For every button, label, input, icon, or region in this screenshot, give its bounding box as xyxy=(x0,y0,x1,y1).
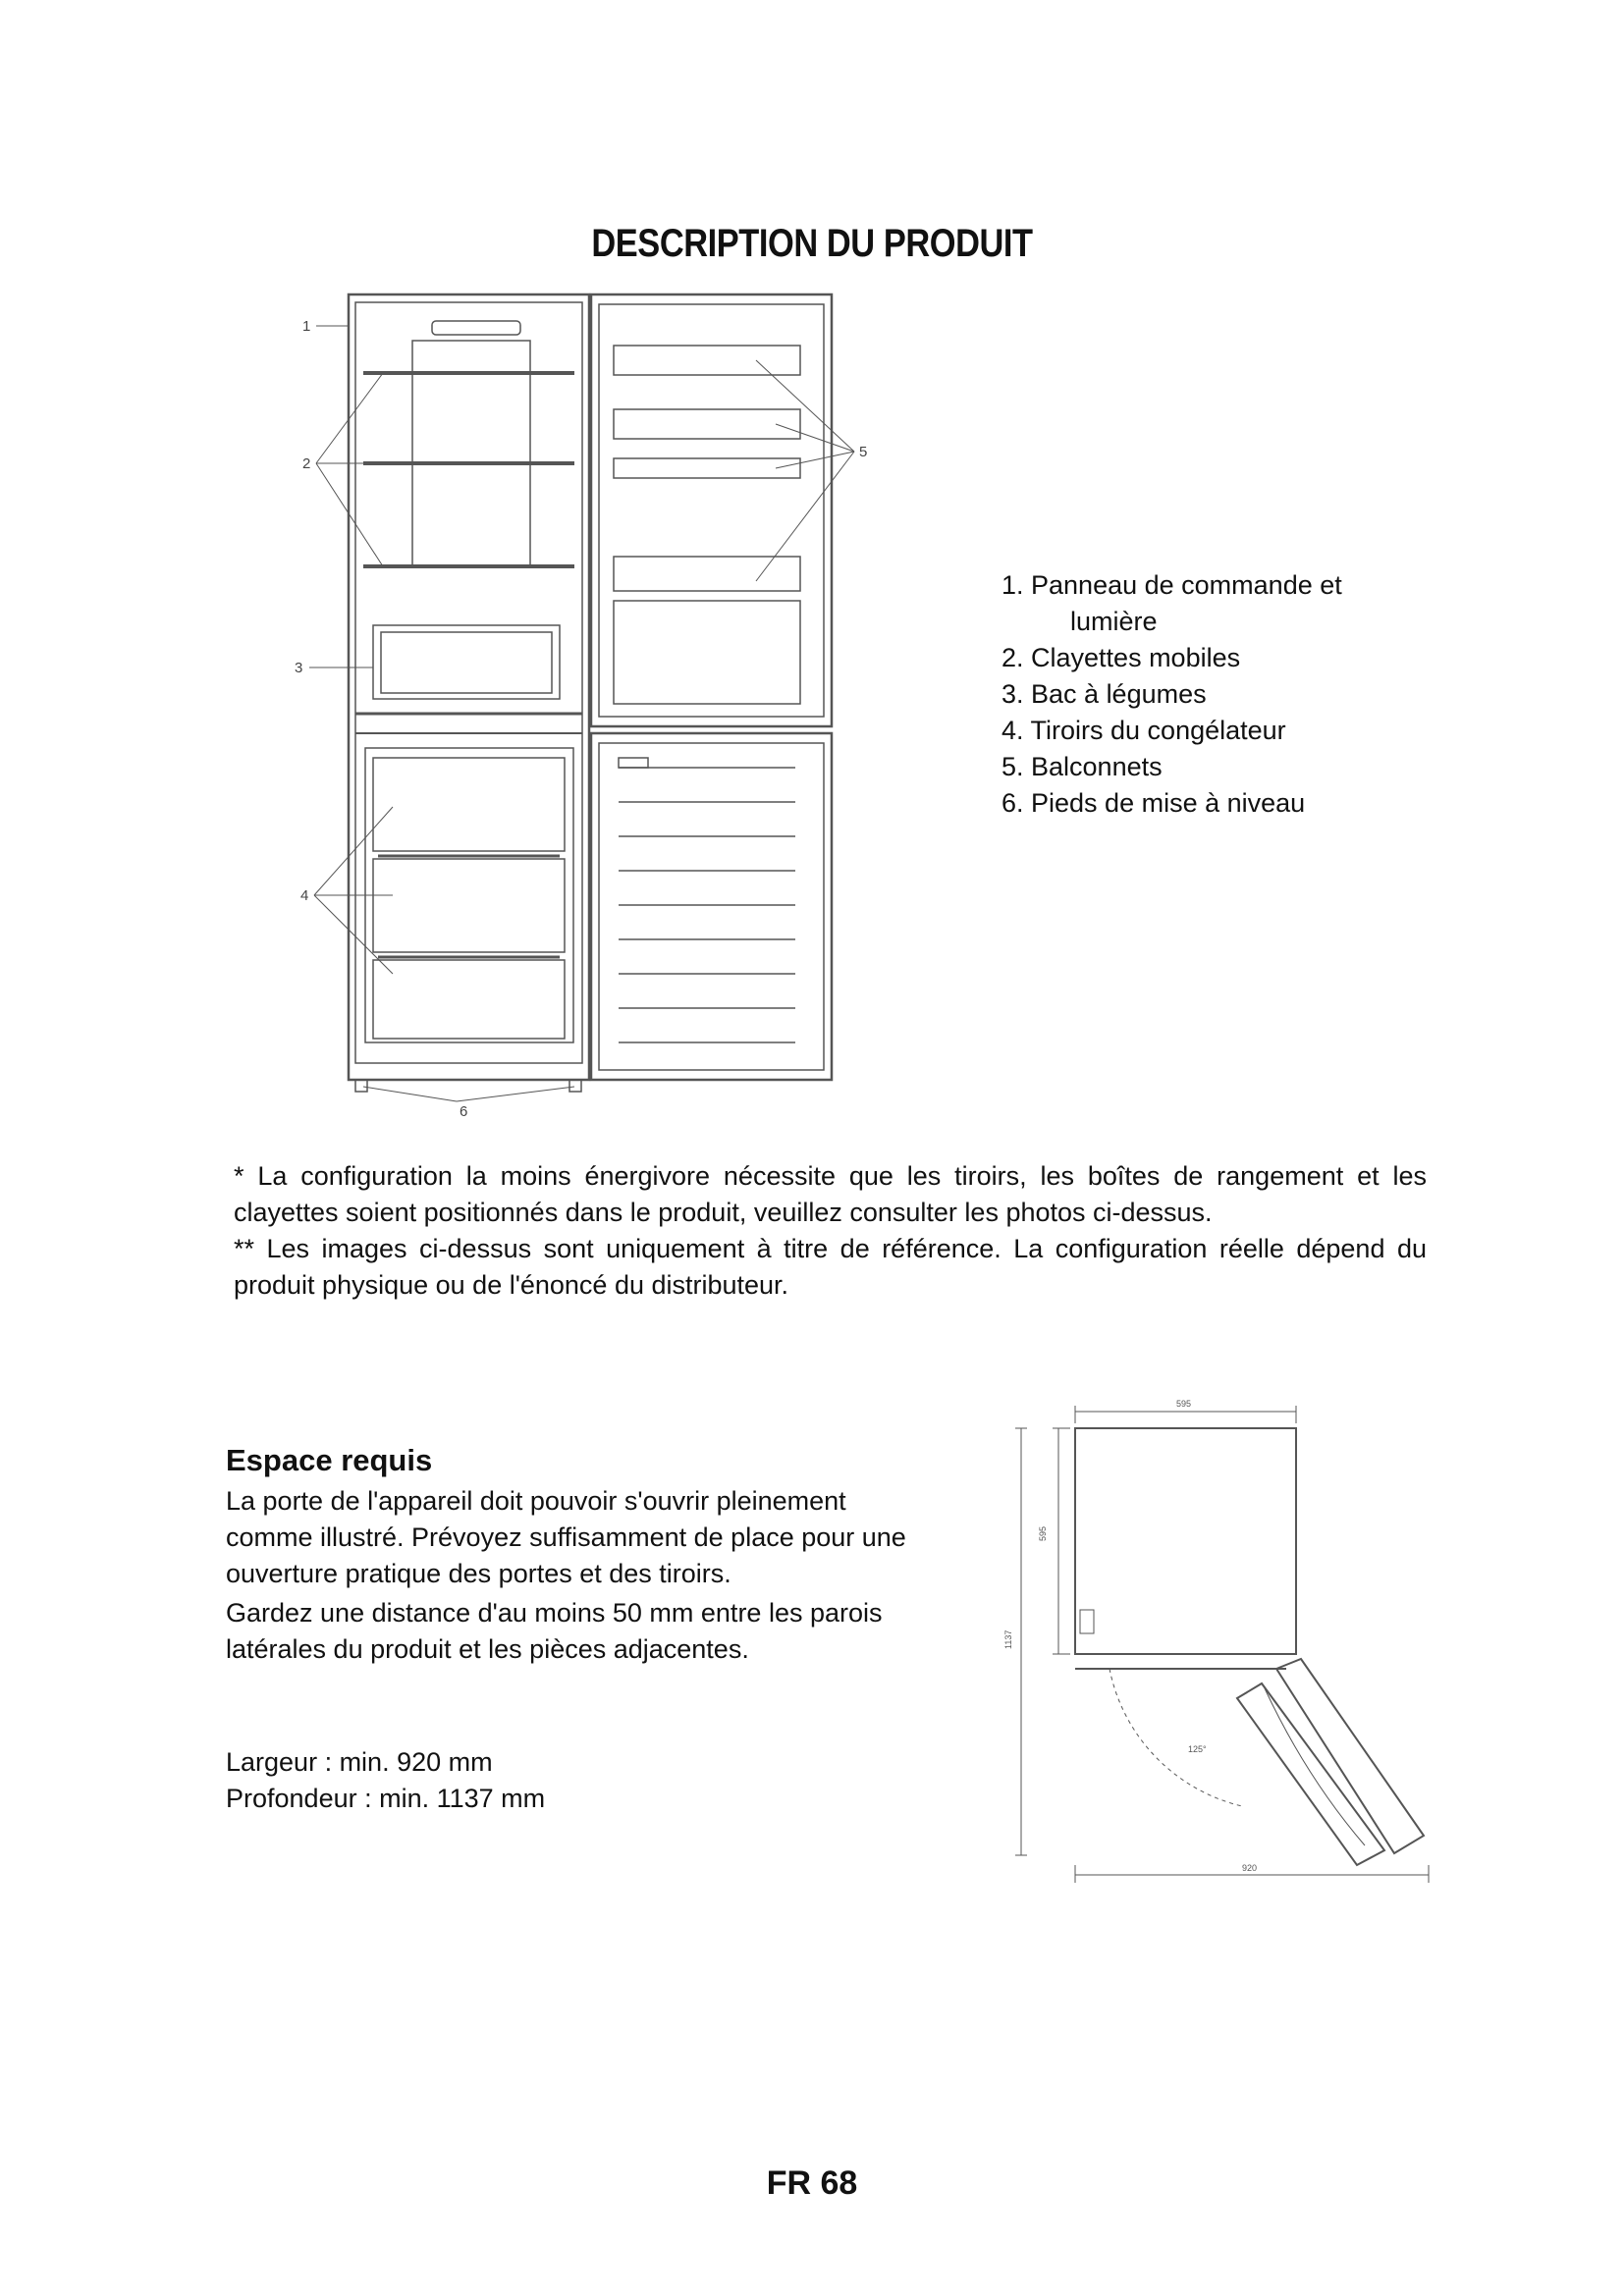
page-number: FR 68 xyxy=(766,2164,858,2202)
plan-dim-door-angle: 125° xyxy=(1188,1744,1207,1754)
callout-4: 4 xyxy=(300,887,309,904)
callout-2: 2 xyxy=(302,455,311,472)
note-reference: ** Les images ci-dessus sont uniquement à titre de référence. La configuration réelle dépend du produit physique ou de l'énoncé du distributeur. xyxy=(234,1234,1427,1300)
callout-5: 5 xyxy=(859,444,868,460)
page-title: DESCRIPTION DU PRODUIT xyxy=(591,222,1033,265)
plan-dim-total-depth: 1137 xyxy=(1003,1629,1013,1649)
callout-1: 1 xyxy=(302,318,311,335)
plan-dim-cabinet-depth: 595 xyxy=(1038,1525,1048,1541)
space-paragraph: La porte de l'appareil doit pouvoir s'ouvrir pleinement comme illustré. Prévoyez suffisamment de place pour une ouverture pratique des portes et des tiroirs. xyxy=(226,1486,906,1588)
plan-dim-top-width: 595 xyxy=(1176,1399,1192,1409)
width-requirement: Largeur : min. 920 mm xyxy=(226,1747,493,1777)
callout-3: 3 xyxy=(295,660,303,676)
dimensions-block xyxy=(226,1744,545,1817)
space-body xyxy=(226,1483,933,1671)
legend-item: 4. Tiroirs du congélateur xyxy=(1001,716,1286,745)
legend-item: 3. Bac à légumes xyxy=(1001,679,1207,709)
clearance-plan-diagram xyxy=(992,1374,1443,1895)
note-energy: * La configuration la moins énergivore nécessite que les tiroirs, les boîtes de rangement et les clayettes soient positionnés dans le produit, veuillez consulter les photos ci-dessus. xyxy=(234,1161,1427,1227)
space-paragraph: Gardez une distance d'au moins 50 mm entre les parois latérales du produit et les pièces adjacentes. xyxy=(226,1598,883,1664)
depth-requirement: Profondeur : min. 1137 mm xyxy=(226,1784,546,1813)
callout-6: 6 xyxy=(460,1103,468,1120)
legend-item: 6. Pieds de mise à niveau xyxy=(1001,788,1306,818)
legend-item: 5. Balconnets xyxy=(1001,752,1163,781)
fridge-diagram xyxy=(275,287,903,1121)
notes-block xyxy=(234,1158,1427,1304)
plan-dim-total-width: 920 xyxy=(1242,1863,1258,1873)
legend-item: 2. Clayettes mobiles xyxy=(1001,643,1241,672)
parts-legend xyxy=(1001,567,1342,822)
space-heading: Espace requis xyxy=(226,1443,433,1477)
legend-item-continuation: lumière xyxy=(1070,607,1158,636)
legend-item: 1. Panneau de commande et xyxy=(1001,570,1342,600)
